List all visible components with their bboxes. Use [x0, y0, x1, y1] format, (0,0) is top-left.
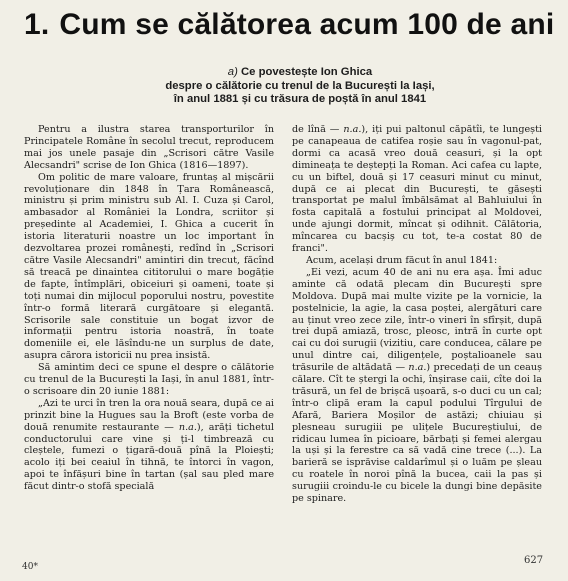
author-note: n.a.	[343, 124, 362, 135]
section-subtitle	[60, 66, 540, 107]
quote-paragraph	[292, 124, 542, 255]
paragraph: Om politic de mare valoare, fruntaș al mișcării revoluționare din 1848 în Țara Românească, ministru și prim ministru sub Al. I. Cuza și Carol, ambasador al României la Londra, scriitor și președinte al Academiei, I. Ghica a cucerit în istoria literaturii noastre un loc important în dezvoltarea prozei românești, redînd în „Scrisori către Vasile Alecsandri" amintiri din trecut, făcînd să treacă pe dinaintea cititorului o mare bogăție de fapte, întîmplări, obiceiuri și oameni, toate și toți numai din mijlocul poporului nostru, povestite într-o formă literară curgătoare și elegantă. Scrisorile sale constituie un bogat izvor de informații pentru istoria noastră, în toate domeniile ei, ele lăsîndu-ne un surplus de date, asupra cărora istoricii nu prea insistă.	[24, 171, 274, 362]
subtitle-line-3: în anul 1881 și cu trăsura de poștă în anul 1841	[173, 93, 427, 106]
paragraph: Să amintim deci ce spune el despre o călătorie cu trenul de la București la Iași, în anul 1881, într-o scrisoare din 20 iunie 1881:	[24, 362, 274, 397]
quote-text: „Ei vezi, acum 40 de ani nu era așa. Îmi aduc aminte că odată plecam din București spre Moldova. După mai multe vizite pe la vornicie, la postelnicie, la agie, la casa poștei, alergături care au ținut vreo zece zile, într-o vineri în sfîrșit, după trei după amiază, trosc, pleosc, intră în curte opt cai cu doi surugii (vizitiu, care conducea, călare pe unul dintre cai, diligențele, poștalioanele sau trăsurile de altădată —	[292, 266, 542, 374]
page-number: 627	[524, 555, 544, 566]
page-title	[24, 6, 564, 44]
quote-text: de lînă —	[292, 124, 344, 135]
quote-text: ), iți pui paltonul căpătîi, te lungești pe canapeaua de catifea roșie sau în vagonul-pat, dormi ca acasă vreo două ceasuri, și la opt dimineața te deștepți la Roman. Aci cafea cu lapte, cu un biftel, două și 17 ceasuri minut cu minut, după ce ai plecat din București, te găsești transportat pe malul îmbălsămat al Bahluiului în fosta capitală a fostului principat al Moldovei, unde ajungi dormit, mîncat și odihnit. Călătoria, mîncarea cu bacșiș cu tot, te-a costat 80 de franci".	[292, 124, 542, 255]
quote-text: „Azi te urci în tren la ora nouă seara, după ce ai prinzit bine la Hugues sau la Broft (este vorba de două renumite restaurante —	[24, 397, 274, 433]
right-column	[292, 124, 542, 505]
paragraph: Acum, același drum făcut în anul 1841:	[306, 254, 498, 266]
left-column	[24, 124, 274, 493]
author-note: n.a.	[408, 362, 427, 374]
signature-mark: 40*	[22, 562, 38, 572]
chapter-title: Cum se călătorea acum 100 de ani	[59, 8, 555, 41]
subtitle-line-1: Ce povestește Ion Ghica	[240, 66, 373, 78]
quote-paragraph	[24, 398, 274, 493]
quote-paragraph	[292, 267, 542, 505]
subtitle-line-2: despre o călătorie cu trenul de la București la Iași,	[165, 79, 435, 92]
quote-text: ) precedați de un ceauș călare. Cît te ștergi la ochi, înșirase caii, cîte doi la trăsură, un fel de brișcă ușoară, s-o duci cu un cal; într-o clipă eram la capul podului Tîrgului de Afară, Bariera Moșilor de astăzi; chiuiau și plesneau surugiii pe ulițele Bucureștiului, de ridicau lumea în picioare, bărbați și femei alergau la uși și la ferestre ca să vadă cine trece (...). La barieră se isprăvise caldarîmul și o luăm pe șleau cu roatele în noroi pînă la bucea, caii la pas și surugiii croindu-le cu bicele la dungi bine depăsite pe spinare.	[292, 362, 542, 505]
paragraph: Pentru a ilustra starea transporturilor în Principatele Române în secolul trecut, reproducem mai jos unele pasaje din „Scrisori către Vasile Alecsandri" scrise de Ion Ghica (1816—1897).	[24, 124, 274, 171]
author-note: n.a.	[178, 421, 197, 433]
quote-text: ), arăți tichetul conductorului care vine și ți-l timbrează cu cleștele, fumezi o țigară-două pînă la Ploiești; acolo iți bei ceaiul în tihnă, te întorci în vagon, apoi te înfășuri bine în tartan (șal sau pled mare făcut dintr-o stofă specială	[24, 421, 274, 493]
section-tag: a)	[227, 66, 238, 78]
chapter-number: 1.	[24, 8, 50, 41]
